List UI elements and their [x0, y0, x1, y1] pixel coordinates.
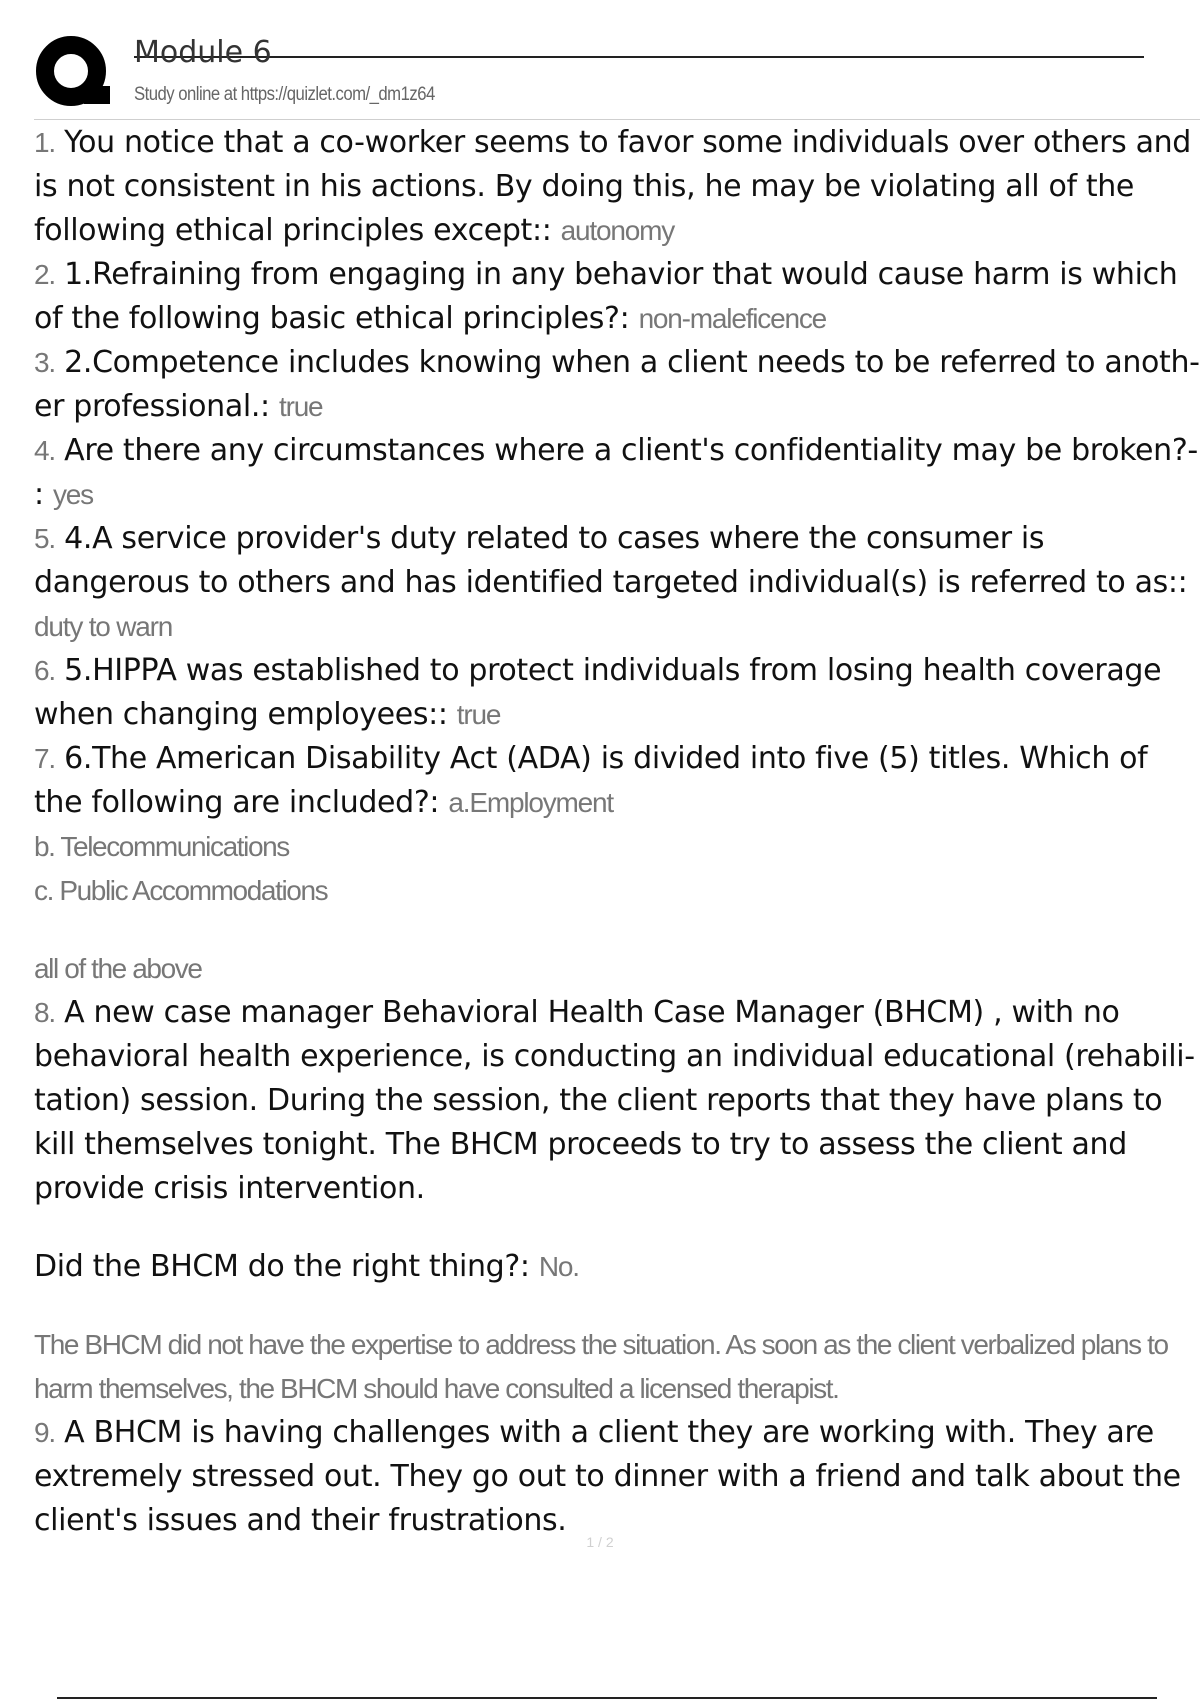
item-answer: yes: [52, 479, 93, 510]
flashcard-item: [34, 253, 1200, 341]
page-title: Module 6: [134, 35, 272, 70]
blank-line: [34, 913, 1200, 947]
item-answer: true: [456, 699, 501, 730]
page-header: [34, 34, 1144, 118]
flashcard-item: [34, 341, 1200, 429]
item-answer: non-maleficence: [638, 303, 827, 334]
item-number: 7.: [34, 743, 55, 774]
item-number: 2.: [34, 259, 55, 290]
item-answer-line: b. Telecommunications: [34, 831, 289, 862]
item-answer: a.Employment: [448, 787, 613, 818]
blank-line: [34, 1289, 1200, 1323]
item-question: You notice that a co-worker seems to favor some individuals over others and is not consistent in his actions. By doing this, he may be violating all of the following ethical principles except::: [34, 125, 1191, 248]
item-number: 3.: [34, 347, 55, 378]
footer-divider: [57, 1697, 1157, 1699]
item-answer-tail: all of the above: [34, 953, 202, 984]
item-answer: duty to warn: [34, 611, 173, 642]
flashcard-item: [34, 1411, 1200, 1543]
study-online-link[interactable]: Study online at https://quizlet.com/_dm1z64: [134, 84, 435, 105]
item-question: Are there any circumstances where a client's confidentiality may be broken?- :: [34, 433, 1198, 512]
item-question: 5.HIPPA was established to protect individuals from losing health coverage when changing employees::: [34, 653, 1162, 732]
item-answer: No.: [538, 1251, 579, 1282]
flashcard-item: [34, 517, 1200, 649]
flashcard-item: [34, 121, 1200, 253]
item-number: 9.: [34, 1417, 55, 1448]
item-answer: true: [278, 391, 323, 422]
item-number: 6.: [34, 655, 55, 686]
item-answer-tail: The BHCM did not have the expertise to address the situation. As soon as the client verbalized plans to harm themselves, the BHCM should have consulted a licensed therapist.: [34, 1329, 1168, 1404]
item-number: 5.: [34, 523, 55, 554]
header-divider: [34, 119, 1200, 120]
item-number: 4.: [34, 435, 55, 466]
blank-line: [34, 1211, 1200, 1245]
flashcard-item: [34, 429, 1200, 517]
flashcard-item: [34, 649, 1200, 737]
item-question: A BHCM is having challenges with a client they are working with. They are extremely stressed out. They go out to dinner with a friend and talk about the client's issues and their frustrations.: [34, 1415, 1181, 1538]
item-question: 4.A service provider's duty related to cases where the consumer is dangerous to others and has identified targeted individual(s) is referred to as::: [34, 521, 1188, 600]
flashcard-list: [34, 121, 1200, 1543]
item-answer-line: c. Public Accommodations: [34, 875, 328, 906]
quizlet-q-logo-icon: [34, 34, 112, 112]
flashcard-item: [34, 737, 1200, 825]
flashcard-item: [34, 991, 1200, 1211]
item-question: 2.Competence includes knowing when a client needs to be referred to anoth- er professional.:: [34, 345, 1200, 424]
item-answer: autonomy: [560, 215, 675, 246]
flashcard-item-continued: [34, 1245, 1200, 1289]
item-question: A new case manager Behavioral Health Case Manager (BHCM) , with no behavioral health experience, is conducting an individual educational (rehabili- tation) session. During the session, the client reports that they have plans to kill themselves tonight. The BHCM proceeds to try to assess the client and provide crisis intervention.: [34, 995, 1195, 1206]
page-number: 1 / 2: [586, 1534, 614, 1550]
item-question: 1.Refraining from engaging in any behavior that would cause harm is which of the following basic ethical principles?:: [34, 257, 1178, 336]
item-number: 1.: [34, 127, 55, 158]
title-strike-rule: [134, 56, 1144, 58]
item-number: 8.: [34, 997, 55, 1028]
item-question: 6.The American Disability Act (ADA) is divided into five (5) titles. Which of the following are included?:: [34, 741, 1148, 820]
item-question-tail: Did the BHCM do the right thing?:: [34, 1249, 530, 1284]
